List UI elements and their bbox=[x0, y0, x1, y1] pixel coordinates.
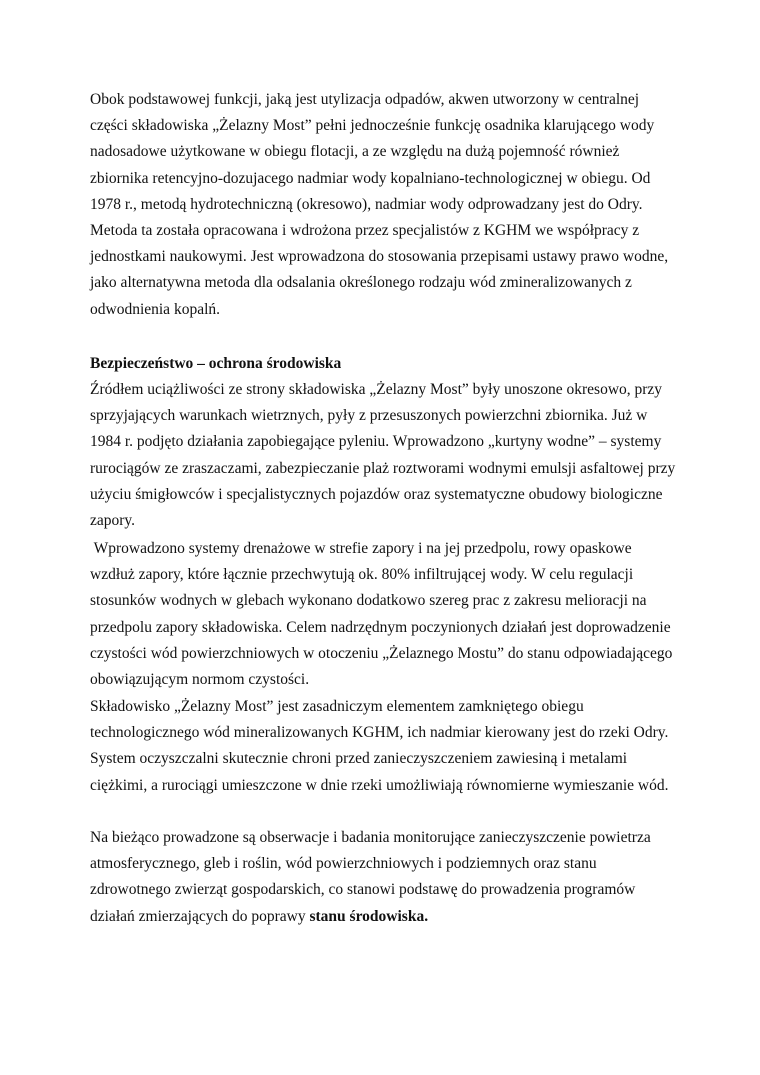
text-line: jednostkami naukowymi. Jest wprowadzona do stosowania przepisami ustawy prawo wodne, bbox=[90, 248, 669, 266]
bold-emphasis: stanu środowiska. bbox=[309, 907, 429, 925]
text-line: zbiornika retencyjno-dozujacego nadmiar wody kopalniano-technologicznej w obiegu. Od bbox=[90, 169, 651, 187]
text-line: 1984 r. podjęto działania zapobiegające pyleniu. Wprowadzono „kurtyny wodne” – systemy bbox=[90, 433, 662, 451]
text-line: rurociągów ze zraszaczami, zabezpieczanie plaż roztworami wodnymi emulsji asfaltowej przy bbox=[90, 459, 676, 477]
text-line: Na bieżąco prowadzone są obserwacje i badania monitorujące zanieczyszczenie powietrza bbox=[90, 829, 651, 846]
paragraph-dust-nuisance bbox=[90, 377, 690, 534]
text-line: technologicznego wód mineralizowanych KGHM, ich nadmiar kierowany jest do rzeki Odry. bbox=[90, 724, 669, 742]
text-line: przedpolu zapory składowiska. Celem nadrzędnym poczynionych działań jest doprowadzenie bbox=[90, 618, 671, 636]
text-line: odwodnienia kopalń. bbox=[90, 300, 221, 318]
text-line: użyciu śmigłowców i specjalistycznych pojazdów oraz systematyczne obudowy biologiczne bbox=[90, 485, 663, 503]
text-line: Metoda ta została opracowana i wdrożona przez specjalistów z KGHM we współpracy z bbox=[90, 221, 640, 239]
paragraph-drainage-systems bbox=[90, 536, 690, 693]
heading-text: Bezpieczeństwo – ochrona środowiska bbox=[90, 355, 342, 372]
text-line: System oczyszczalni skutecznie chroni przed zanieczyszczeniem zawiesiną i metalami bbox=[90, 750, 628, 768]
text-line: 1978 r., metodą hydrotechniczną (okresowo), nadmiar wody odprowadzany jest do Odry. bbox=[90, 195, 643, 213]
text-line: atmosferycznego, gleb i roślin, wód powierzchniowych i podziemnych oraz stanu bbox=[90, 855, 597, 873]
text-line: obowiązującym normom czystości. bbox=[90, 670, 310, 688]
text-line: Źródłem uciążliwości ze strony składowiska „Żelazny Most” były unoszone okresowo, przy bbox=[90, 381, 663, 398]
text-line: Składowisko „Żelazny Most” jest zasadniczym elementem zamkniętego obiegu bbox=[90, 698, 584, 715]
section-heading bbox=[90, 351, 690, 377]
paragraph-closed-water-cycle bbox=[90, 694, 690, 799]
last-line-text: działań zmierzających do poprawy bbox=[90, 907, 310, 925]
paragraph-tailings-function bbox=[90, 87, 690, 323]
text-line: sprzyjających warunkach wietrznych, pyły z przesuszonych powierzchni zbiornika. Już w bbox=[90, 407, 648, 425]
text-line: czystości wód powierzchniowych w otoczeniu „Żelaznego Mostu” do stanu odpowiadającego bbox=[90, 644, 673, 662]
text-line: wzdłuż zapory, które łącznie przechwytują ok. 80% infiltrującej wody. W celu regulacji bbox=[90, 566, 634, 584]
text-line: stosunków wodnych w glebach wykonano dodatkowo szereg prac z zakresu melioracji na bbox=[90, 592, 647, 610]
text-line: nadosadowe użytkowane w obiegu flotacji, a ze względu na dużą pojemność również bbox=[90, 143, 620, 161]
text-line: Wprowadzono systemy drenażowe w strefie zapory i na jej przedpolu, rowy opaskowe bbox=[90, 540, 632, 557]
text-line: jako alternatywna metoda dla odsalania określonego rodzaju wód zmineralizowanych z bbox=[90, 274, 632, 292]
text-line: zdrowotnego zwierząt gospodarskich, co stanowi podstawę do prowadzenia programów bbox=[90, 881, 636, 899]
paragraph-monitoring bbox=[90, 825, 690, 930]
text-line: części składowiska „Żelazny Most” pełni jednocześnie funkcję osadnika klarującego wody bbox=[90, 117, 655, 135]
text-line: zapory. bbox=[90, 511, 136, 529]
text-line: Obok podstawowej funkcji, jaką jest utylizacja odpadów, akwen utworzony w centralnej bbox=[90, 91, 640, 108]
text-line bbox=[90, 904, 690, 930]
text-line: ciężkimi, a rurociągi umieszczone w dnie rzeki umożliwiają równomierne wymieszanie wód. bbox=[90, 776, 669, 794]
